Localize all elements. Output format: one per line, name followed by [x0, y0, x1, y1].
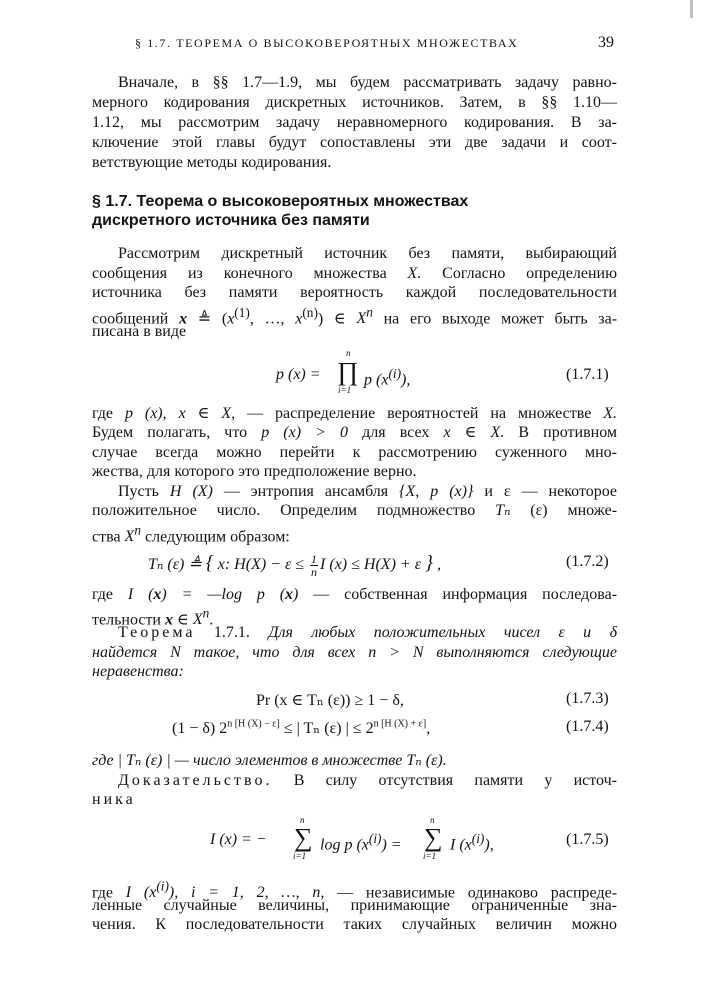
- theorem-line-2: найдется N такое, что для всех n > N выполняются следующие: [92, 644, 617, 661]
- eq5-sum1-upper: n: [300, 815, 305, 825]
- eq1-upper-limit: n: [346, 348, 351, 358]
- eq2-fraction: $\frac{1}{n}$: [311, 551, 318, 579]
- eq5-sum1-lower: i=1: [293, 851, 307, 861]
- intro-line-1: Вначале, в §§ 1.7—1.9, мы будем рассматривать задачу равно-: [118, 74, 617, 91]
- eq5-sum1-symbol: ∑: [294, 823, 313, 852]
- eq1-rhs: p $(x^{(i)})$,: [364, 366, 411, 389]
- section-heading-line-1: § 1.7. Теорема о высоковероятных множествах: [92, 193, 469, 210]
- eq1-lower-limit: i=1: [338, 385, 352, 395]
- para1-line-3: источника без памяти вероятность каждой последовательности: [92, 284, 617, 301]
- para4-line-1: где I (x) = —log p (x) — собственная информация последова-: [92, 586, 618, 603]
- eq1-product-symbol: ∏: [337, 357, 359, 386]
- after-theorem-line: где | Tₙ (ε) | — число элементов в множестве Tₙ (ε).: [92, 752, 447, 769]
- intro-line-4: ключение этой главы будут сопоставлены эти две задачи и соот-: [92, 134, 617, 151]
- para1-line-2: сообщения из конечного множества X. Согласно определению: [92, 265, 618, 282]
- scan-edge-mark: [690, 0, 693, 18]
- para1-line-5: писана в виде: [92, 323, 187, 340]
- para4-line-2: тельности x ∈ $X^n$.: [92, 606, 214, 629]
- eq5-lhs: I (x) = −: [210, 831, 267, 848]
- para3-line-2: положительное число. Определим подмножество Tₙ (ε) множе-: [92, 502, 618, 519]
- eq2: Tₙ (ε) ≜ { x: H(X) − ε ≤ $\frac{1}{n}$ I (x) ≤ H(X) + ε } ,: [148, 551, 441, 579]
- eq5-sum2-lower: i=1: [423, 851, 437, 861]
- eq5-sum2-upper: n: [430, 815, 435, 825]
- final-line-3: чения. К последовательности таких случайных величин можно: [92, 916, 617, 933]
- eq3: Pr (x ∈ Tₙ (ε)) ≥ 1 − δ,: [256, 692, 404, 709]
- intro-line-3: 1.12, мы рассмотрим задачу неравномерного кодирования. В за-: [92, 114, 617, 131]
- eq5-middle: log p $(x^{(i)})$ =: [320, 831, 402, 854]
- para2-line-3: случае всегда можно перейти к рассмотрению суженного мно-: [92, 444, 617, 461]
- para2-line-2: Будем полагать, что p (x) > 0 для всех x ∈ X. В противном: [92, 424, 618, 441]
- para3-line-3: ства $X^n$ следующим образом:: [92, 523, 290, 546]
- eq1-lhs: p (x) =: [276, 366, 321, 383]
- para2-line-1: где p (x), x ∈ X, — распределение вероятностей на множестве X.: [92, 405, 618, 422]
- eq5-number: (1.7.5): [566, 831, 609, 848]
- page-number: 39: [598, 34, 614, 51]
- eq1-number: (1.7.1): [566, 366, 609, 383]
- proof-line-2: ника: [92, 791, 136, 808]
- proof-line-1: Доказательство. В силу отсутствия памяти у источ-: [118, 772, 617, 789]
- para1-line-4: сообщений x ≜ ($x^{(1)}$, …, $x^{(n)}$) ∈ $X^n$ на его выходе может быть за-: [92, 305, 618, 328]
- para1-line-1: Рассмотрим дискретный источник без памяти, выбирающий: [118, 245, 617, 262]
- intro-line-2: мерного кодирования дискретных источников. Затем, в §§ 1.10—: [92, 94, 617, 111]
- eq5-rhs: I $(x^{(i)})$,: [450, 831, 494, 854]
- eq4-number: (1.7.4): [566, 718, 609, 735]
- eq3-number: (1.7.3): [566, 690, 609, 707]
- para2-line-4: жества, для которого это предположение верно.: [92, 463, 417, 480]
- running-title: § 1.7. ТЕОРЕМА О ВЫСОКОВЕРОЯТНЫХ МНОЖЕСТВАХ: [135, 36, 519, 50]
- para3-line-1: Пусть H (X) — энтропия ансамбля {X, p (x)} и ε — некоторое: [118, 483, 618, 500]
- section-heading-line-2: дискретного источника без памяти: [92, 212, 370, 229]
- theorem-line-3: неравенства:: [92, 663, 184, 680]
- final-line-2: ленные случайные величины, принимающие ограниченные зна-: [92, 897, 617, 914]
- theorem-line-1: Теорема 1.7.1. Для любых положительных чисел ε и δ: [118, 624, 618, 641]
- final-line-1: где I $(x^{(i)})$, i = 1, 2, …, n, — независимые одинаково распреде-: [92, 879, 618, 902]
- eq5-sum2-symbol: ∑: [424, 823, 443, 852]
- eq2-number: (1.7.2): [566, 553, 609, 570]
- eq4: (1 − δ) $2^{n [H (X) - \varepsilon]}$ ≤ | Tₙ (ε) | ≤ $2^{n [H (X) + \varepsilon]}$,: [172, 718, 431, 737]
- intro-line-5: ветствующие методы кодирования.: [92, 154, 332, 171]
